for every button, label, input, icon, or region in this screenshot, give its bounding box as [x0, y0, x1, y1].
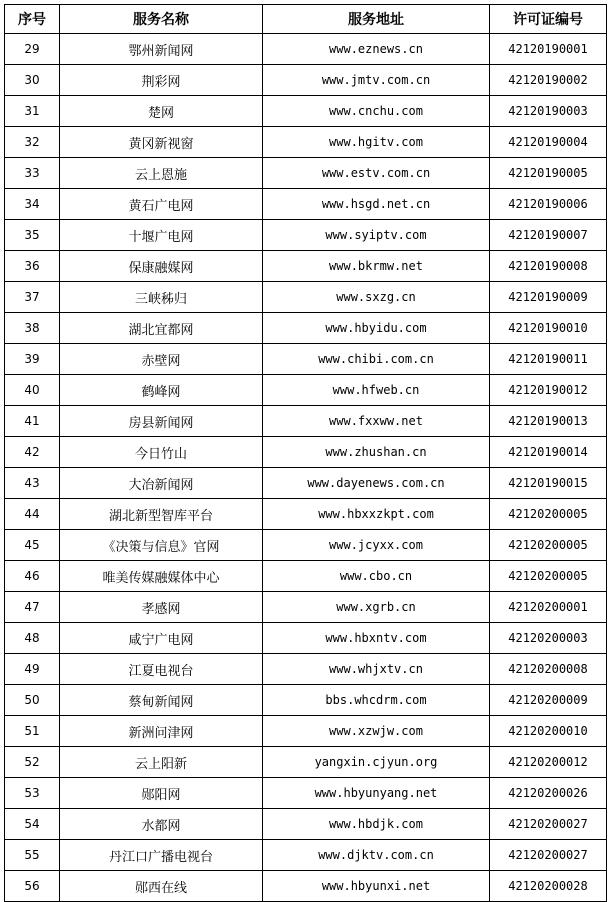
license-number: 42120200003	[490, 623, 607, 654]
service-name: 黄石广电网	[60, 189, 263, 220]
service-name: 黄冈新视窗	[60, 127, 263, 158]
table-row	[5, 96, 607, 127]
service-address: www.hbdjk.com	[263, 809, 490, 840]
service-name: 蔡甸新闻网	[60, 685, 263, 716]
service-address: www.sxzg.cn	[263, 282, 490, 313]
row-index: 41	[5, 406, 60, 437]
license-number: 42120200001	[490, 592, 607, 623]
license-number: 42120190014	[490, 437, 607, 468]
table-row	[5, 127, 607, 158]
service-address: www.hbxxzkpt.com	[263, 499, 490, 530]
service-name: 水都网	[60, 809, 263, 840]
table-row	[5, 592, 607, 623]
table-row	[5, 34, 607, 65]
row-index: 34	[5, 189, 60, 220]
table-row	[5, 375, 607, 406]
license-number: 42120190002	[490, 65, 607, 96]
service-name: 楚网	[60, 96, 263, 127]
table-row	[5, 406, 607, 437]
header-license-number: 许可证编号	[490, 5, 607, 34]
service-name: 新洲问津网	[60, 716, 263, 747]
table-row	[5, 468, 607, 499]
row-index: 48	[5, 623, 60, 654]
service-name: 《决策与信息》官网	[60, 530, 263, 561]
table-row	[5, 530, 607, 561]
service-address: www.hgitv.com	[263, 127, 490, 158]
license-number: 42120200027	[490, 809, 607, 840]
service-name: 十堰广电网	[60, 220, 263, 251]
license-number: 42120190003	[490, 96, 607, 127]
service-name: 湖北新型智库平台	[60, 499, 263, 530]
service-name: 郧西在线	[60, 871, 263, 902]
service-name: 保康融媒网	[60, 251, 263, 282]
row-index: 53	[5, 778, 60, 809]
service-name: 鹤峰网	[60, 375, 263, 406]
row-index: 38	[5, 313, 60, 344]
license-number: 42120190008	[490, 251, 607, 282]
row-index: 43	[5, 468, 60, 499]
license-number: 42120200010	[490, 716, 607, 747]
license-number: 42120200012	[490, 747, 607, 778]
service-address: www.zhushan.cn	[263, 437, 490, 468]
table-row	[5, 499, 607, 530]
service-name: 赤壁网	[60, 344, 263, 375]
service-name: 大冶新闻网	[60, 468, 263, 499]
service-address: www.hfweb.cn	[263, 375, 490, 406]
table-row	[5, 313, 607, 344]
service-address: www.hbyunxi.net	[263, 871, 490, 902]
license-number: 42120190005	[490, 158, 607, 189]
row-index: 29	[5, 34, 60, 65]
row-index: 52	[5, 747, 60, 778]
row-index: 47	[5, 592, 60, 623]
service-address: www.cnchu.com	[263, 96, 490, 127]
service-address: www.syiptv.com	[263, 220, 490, 251]
service-name: 房县新闻网	[60, 406, 263, 437]
row-index: 50	[5, 685, 60, 716]
service-address: www.estv.com.cn	[263, 158, 490, 189]
row-index: 30	[5, 65, 60, 96]
header-service-address: 服务地址	[263, 5, 490, 34]
row-index: 55	[5, 840, 60, 871]
service-address: www.bkrmw.net	[263, 251, 490, 282]
row-index: 46	[5, 561, 60, 592]
row-index: 37	[5, 282, 60, 313]
table-row	[5, 809, 607, 840]
service-name: 云上阳新	[60, 747, 263, 778]
row-index: 39	[5, 344, 60, 375]
table-row	[5, 189, 607, 220]
row-index: 32	[5, 127, 60, 158]
license-number: 42120190004	[490, 127, 607, 158]
row-index: 42	[5, 437, 60, 468]
service-name: 湖北宜都网	[60, 313, 263, 344]
license-number: 42120200027	[490, 840, 607, 871]
license-number: 42120190013	[490, 406, 607, 437]
service-address: www.xzwjw.com	[263, 716, 490, 747]
license-number: 42120190015	[490, 468, 607, 499]
service-address: www.hbyidu.com	[263, 313, 490, 344]
table-row	[5, 158, 607, 189]
service-address: www.eznews.cn	[263, 34, 490, 65]
license-number: 42120200028	[490, 871, 607, 902]
license-number: 42120200008	[490, 654, 607, 685]
service-address: www.xgrb.cn	[263, 592, 490, 623]
table-body	[5, 34, 607, 902]
service-address: bbs.whcdrm.com	[263, 685, 490, 716]
row-index: 31	[5, 96, 60, 127]
service-name: 咸宁广电网	[60, 623, 263, 654]
table-row	[5, 747, 607, 778]
service-name: 丹江口广播电视台	[60, 840, 263, 871]
service-name: 今日竹山	[60, 437, 263, 468]
table-row	[5, 716, 607, 747]
table-row	[5, 561, 607, 592]
service-address: www.hsgd.net.cn	[263, 189, 490, 220]
service-name: 唯美传媒融媒体中心	[60, 561, 263, 592]
header-index: 序号	[5, 5, 60, 34]
table-row	[5, 871, 607, 902]
license-table	[4, 4, 607, 902]
service-address: www.hbxntv.com	[263, 623, 490, 654]
license-number: 42120190011	[490, 344, 607, 375]
row-index: 56	[5, 871, 60, 902]
license-number: 42120190010	[490, 313, 607, 344]
row-index: 35	[5, 220, 60, 251]
header-service-name: 服务名称	[60, 5, 263, 34]
row-index: 36	[5, 251, 60, 282]
service-address: yangxin.cjyun.org	[263, 747, 490, 778]
table-row	[5, 840, 607, 871]
service-name: 鄂州新闻网	[60, 34, 263, 65]
service-address: www.chibi.com.cn	[263, 344, 490, 375]
service-address: www.cbo.cn	[263, 561, 490, 592]
table-row	[5, 437, 607, 468]
license-number: 42120190007	[490, 220, 607, 251]
license-number: 42120200005	[490, 499, 607, 530]
row-index: 33	[5, 158, 60, 189]
service-address: www.whjxtv.cn	[263, 654, 490, 685]
service-address: www.hbyunyang.net	[263, 778, 490, 809]
row-index: 40	[5, 375, 60, 406]
table-row	[5, 251, 607, 282]
service-address: www.dayenews.com.cn	[263, 468, 490, 499]
table-row	[5, 344, 607, 375]
license-number: 42120190001	[490, 34, 607, 65]
license-number: 42120200005	[490, 530, 607, 561]
license-number: 42120190006	[490, 189, 607, 220]
row-index: 54	[5, 809, 60, 840]
service-address: www.jmtv.com.cn	[263, 65, 490, 96]
license-number: 42120200026	[490, 778, 607, 809]
table-row	[5, 778, 607, 809]
service-name: 云上恩施	[60, 158, 263, 189]
license-number: 42120200009	[490, 685, 607, 716]
service-name: 荆彩网	[60, 65, 263, 96]
table-row	[5, 220, 607, 251]
license-number: 42120200005	[490, 561, 607, 592]
table-row	[5, 65, 607, 96]
table-row	[5, 282, 607, 313]
row-index: 51	[5, 716, 60, 747]
table-row	[5, 623, 607, 654]
service-name: 江夏电视台	[60, 654, 263, 685]
service-name: 郧阳网	[60, 778, 263, 809]
row-index: 44	[5, 499, 60, 530]
service-address: www.jcyxx.com	[263, 530, 490, 561]
service-address: www.djktv.com.cn	[263, 840, 490, 871]
service-address: www.fxxww.net	[263, 406, 490, 437]
row-index: 49	[5, 654, 60, 685]
license-number: 42120190012	[490, 375, 607, 406]
table-header-row	[5, 5, 607, 34]
row-index: 45	[5, 530, 60, 561]
service-name: 孝感网	[60, 592, 263, 623]
table-row	[5, 685, 607, 716]
service-name: 三峡秭归	[60, 282, 263, 313]
table-row	[5, 654, 607, 685]
license-number: 42120190009	[490, 282, 607, 313]
